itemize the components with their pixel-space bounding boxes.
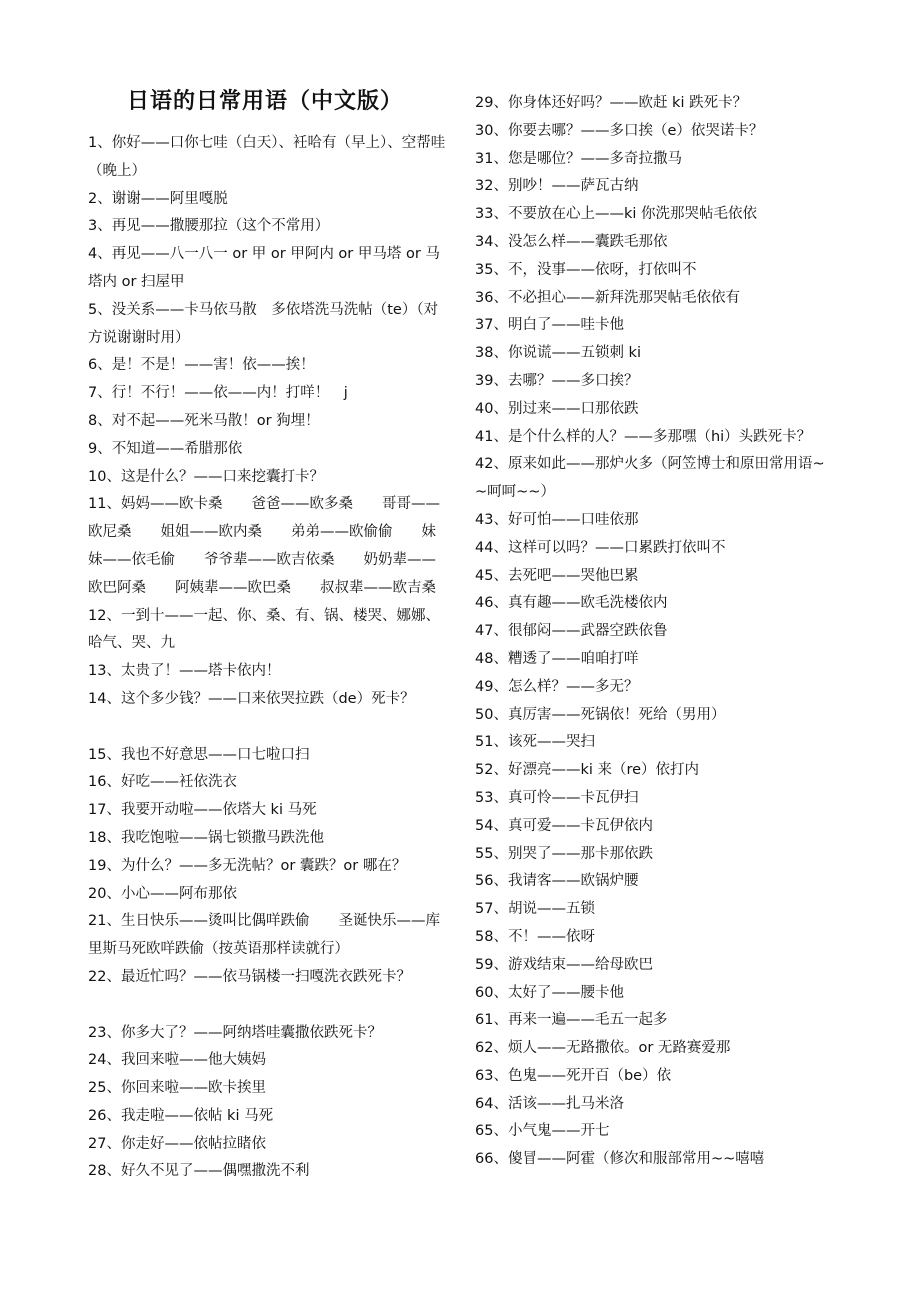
phrase-item: 60、太好了——腰卡他 [475,984,624,1001]
phrase-item: 1、你好——口你七哇（白天）、衽哈有（早上）、空帮哇（晚上） [88,135,446,179]
phrase-item: 38、你说谎——五锁刺 ki [475,345,641,362]
phrase-item: 35、不，没事——依呀，打依叫不 [475,261,697,278]
phrase-item: 16、好吃——衽依洗衣 [88,774,237,791]
phrase-item: 43、好可怕——口哇依那 [475,511,639,528]
phrase-item: 61、再来一遍——毛五一起多 [475,1012,668,1029]
phrase-item: 7、行！不行！——依——内！打咩！ j [88,385,348,402]
phrase-item: 64、活该——扎马米洛 [475,1095,624,1112]
phrase-item: 15、我也不好意思——口七啦口扫 [88,746,310,763]
phrase-item: 36、不必担心——新拜洗那哭帖毛依依有 [475,289,740,306]
right-column [475,90,835,1174]
phrase-item: 22、最近忙吗？——依马锅楼一扫嘎洗衣跌死卡？ [88,968,411,985]
phrase-item: 6、是！不是！——害！依——挨！ [88,357,315,374]
left-column [88,130,448,1186]
phrase-item: 66、傻冒——阿霍（修次和服部常用~~嘻嘻 [475,1151,765,1168]
phrase-item: 48、糟透了——咱咱打咩 [475,650,639,667]
phrase-item: 3、再见——撒腰那拉（这个不常用） [88,218,330,235]
phrase-item: 18、我吃饱啦——锅七锁撒马跌洗他 [88,829,324,846]
phrase-item: 51、该死——哭扫 [475,734,595,751]
phrase-item: 26、我走啦——依帖 ki 马死 [88,1107,274,1124]
phrase-item: 8、对不起——死米马散！or 狗埋！ [88,412,320,429]
phrase-item: 41、是个什么样的人？——多那嘿（hi）头跌死卡？ [475,428,812,445]
phrase-item: 44、这样可以吗？——口累跌打依叫不 [475,539,726,556]
page-title: 日语的日常用语（中文版） [127,89,404,114]
phrase-item: 54、真可爱——卡瓦伊依内 [475,817,653,834]
phrase-item: 39、去哪？——多口挨？ [475,372,639,389]
phrase-item: 33、不要放在心上——ki 你洗那哭帖毛依依 [475,206,757,223]
phrase-item: 20、小心——阿布那依 [88,885,237,902]
phrase-item: 45、去死吧——哭他巴累 [475,567,639,584]
phrase-item: 28、好久不见了——偶嘿撒洗不利 [88,1163,310,1180]
phrase-item: 21、生日快乐——烫叫比偶咩跌偷 圣诞快乐——库里斯马死欧咩跌偷（按英语那样读就行） [88,913,440,958]
phrase-item: 29、你身体还好吗？——欧赶 ki 跌死卡？ [475,95,748,111]
phrase-item: 10、这是什么？——口来挖囊打卡？ [88,468,324,485]
phrase-item: 42、原来如此——那炉火多（阿笠博士和原田常用语~~呵呵~~） [475,456,825,501]
blank-line [88,992,448,1020]
phrase-item: 49、怎么样？——多无？ [475,678,639,695]
phrase-item: 52、好漂亮——ki 来（re）依打内 [475,762,700,779]
phrase-item: 27、你走好——依帖拉睹依 [88,1135,266,1152]
phrase-item: 56、我请客——欧锅炉腰 [475,873,639,890]
phrase-item: 32、别吵！——萨瓦古纳 [475,178,639,195]
phrase-item: 14、这个多少钱？——口来依哭拉跌（de）死卡？ [88,690,415,707]
phrase-item: 25、你回来啦——欧卡挨里 [88,1080,266,1097]
phrase-item: 58、不！——依呀 [475,928,595,945]
phrase-item: 46、真有趣——欧毛洗楼依内 [475,595,668,612]
phrase-item: 37、明白了——哇卡他 [475,317,624,334]
phrase-item: 40、别过来——口那依跌 [475,400,639,417]
phrase-item: 5、没关系——卡马依马散 多依塔洗马洗帖（te）（对方说谢谢时用） [88,301,439,346]
phrase-item: 12、一到十——一起、你、桑、有、锅、楼哭、娜娜、哈气、哭、九 [88,607,440,652]
phrase-item: 62、烦人——无路撒依。or 无路赛爱那 [475,1040,731,1057]
phrase-item: 47、很郁闷——武器空跌依鲁 [475,623,668,640]
phrase-item: 59、游戏结束——给母欧巴 [475,956,653,973]
phrase-item: 50、真厉害——死锅依！死给（男用） [475,706,726,723]
phrase-item: 57、胡说——五锁 [475,901,595,918]
phrase-item: 11、妈妈——欧卡桑 爸爸——欧多桑 哥哥——欧尼桑 姐姐——欧内桑 弟弟——欧偷偷 妹妹——依毛偷 爷爷辈——欧吉依桑 奶奶辈——欧巴阿桑 阿姨辈——欧巴桑 叔叔辈——欧吉桑 [88,496,440,596]
phrase-item: 2、谢谢——阿里嘎脱 [88,190,228,207]
blank-line [88,714,448,742]
phrase-item: 23、你多大了？——阿纳塔哇囊撒依跌死卡？ [88,1024,382,1041]
phrase-item: 13、太贵了！——塔卡依内！ [88,663,281,680]
phrase-item: 55、别哭了——那卡那依跌 [475,845,653,862]
phrase-item: 9、不知道——希腊那依 [88,440,243,457]
phrase-item: 4、再见——八一八一 or 甲 or 甲阿内 or 甲马塔 or 马塔内 or 扫屋甲 [88,246,440,290]
phrase-item: 30、你要去哪？——多口挨（e）依哭诺卡？ [475,122,764,139]
phrase-item: 53、真可怜——卡瓦伊扫 [475,789,639,806]
phrase-item: 34、没怎么样——囊跌毛那依 [475,233,668,250]
phrase-item: 19、为什么？——多无洗帖？or 囊跌？or 哪在？ [88,857,407,874]
phrase-item: 17、我要开动啦——依塔大 ki 马死 [88,802,317,819]
phrase-item: 63、色鬼——死开百（be）依 [475,1067,672,1084]
phrase-item: 31、您是哪位？——多奇拉撒马 [475,150,682,167]
phrase-item: 24、我回来啦——他大姨妈 [88,1052,266,1069]
phrase-item: 65、小气鬼——开七 [475,1123,610,1140]
